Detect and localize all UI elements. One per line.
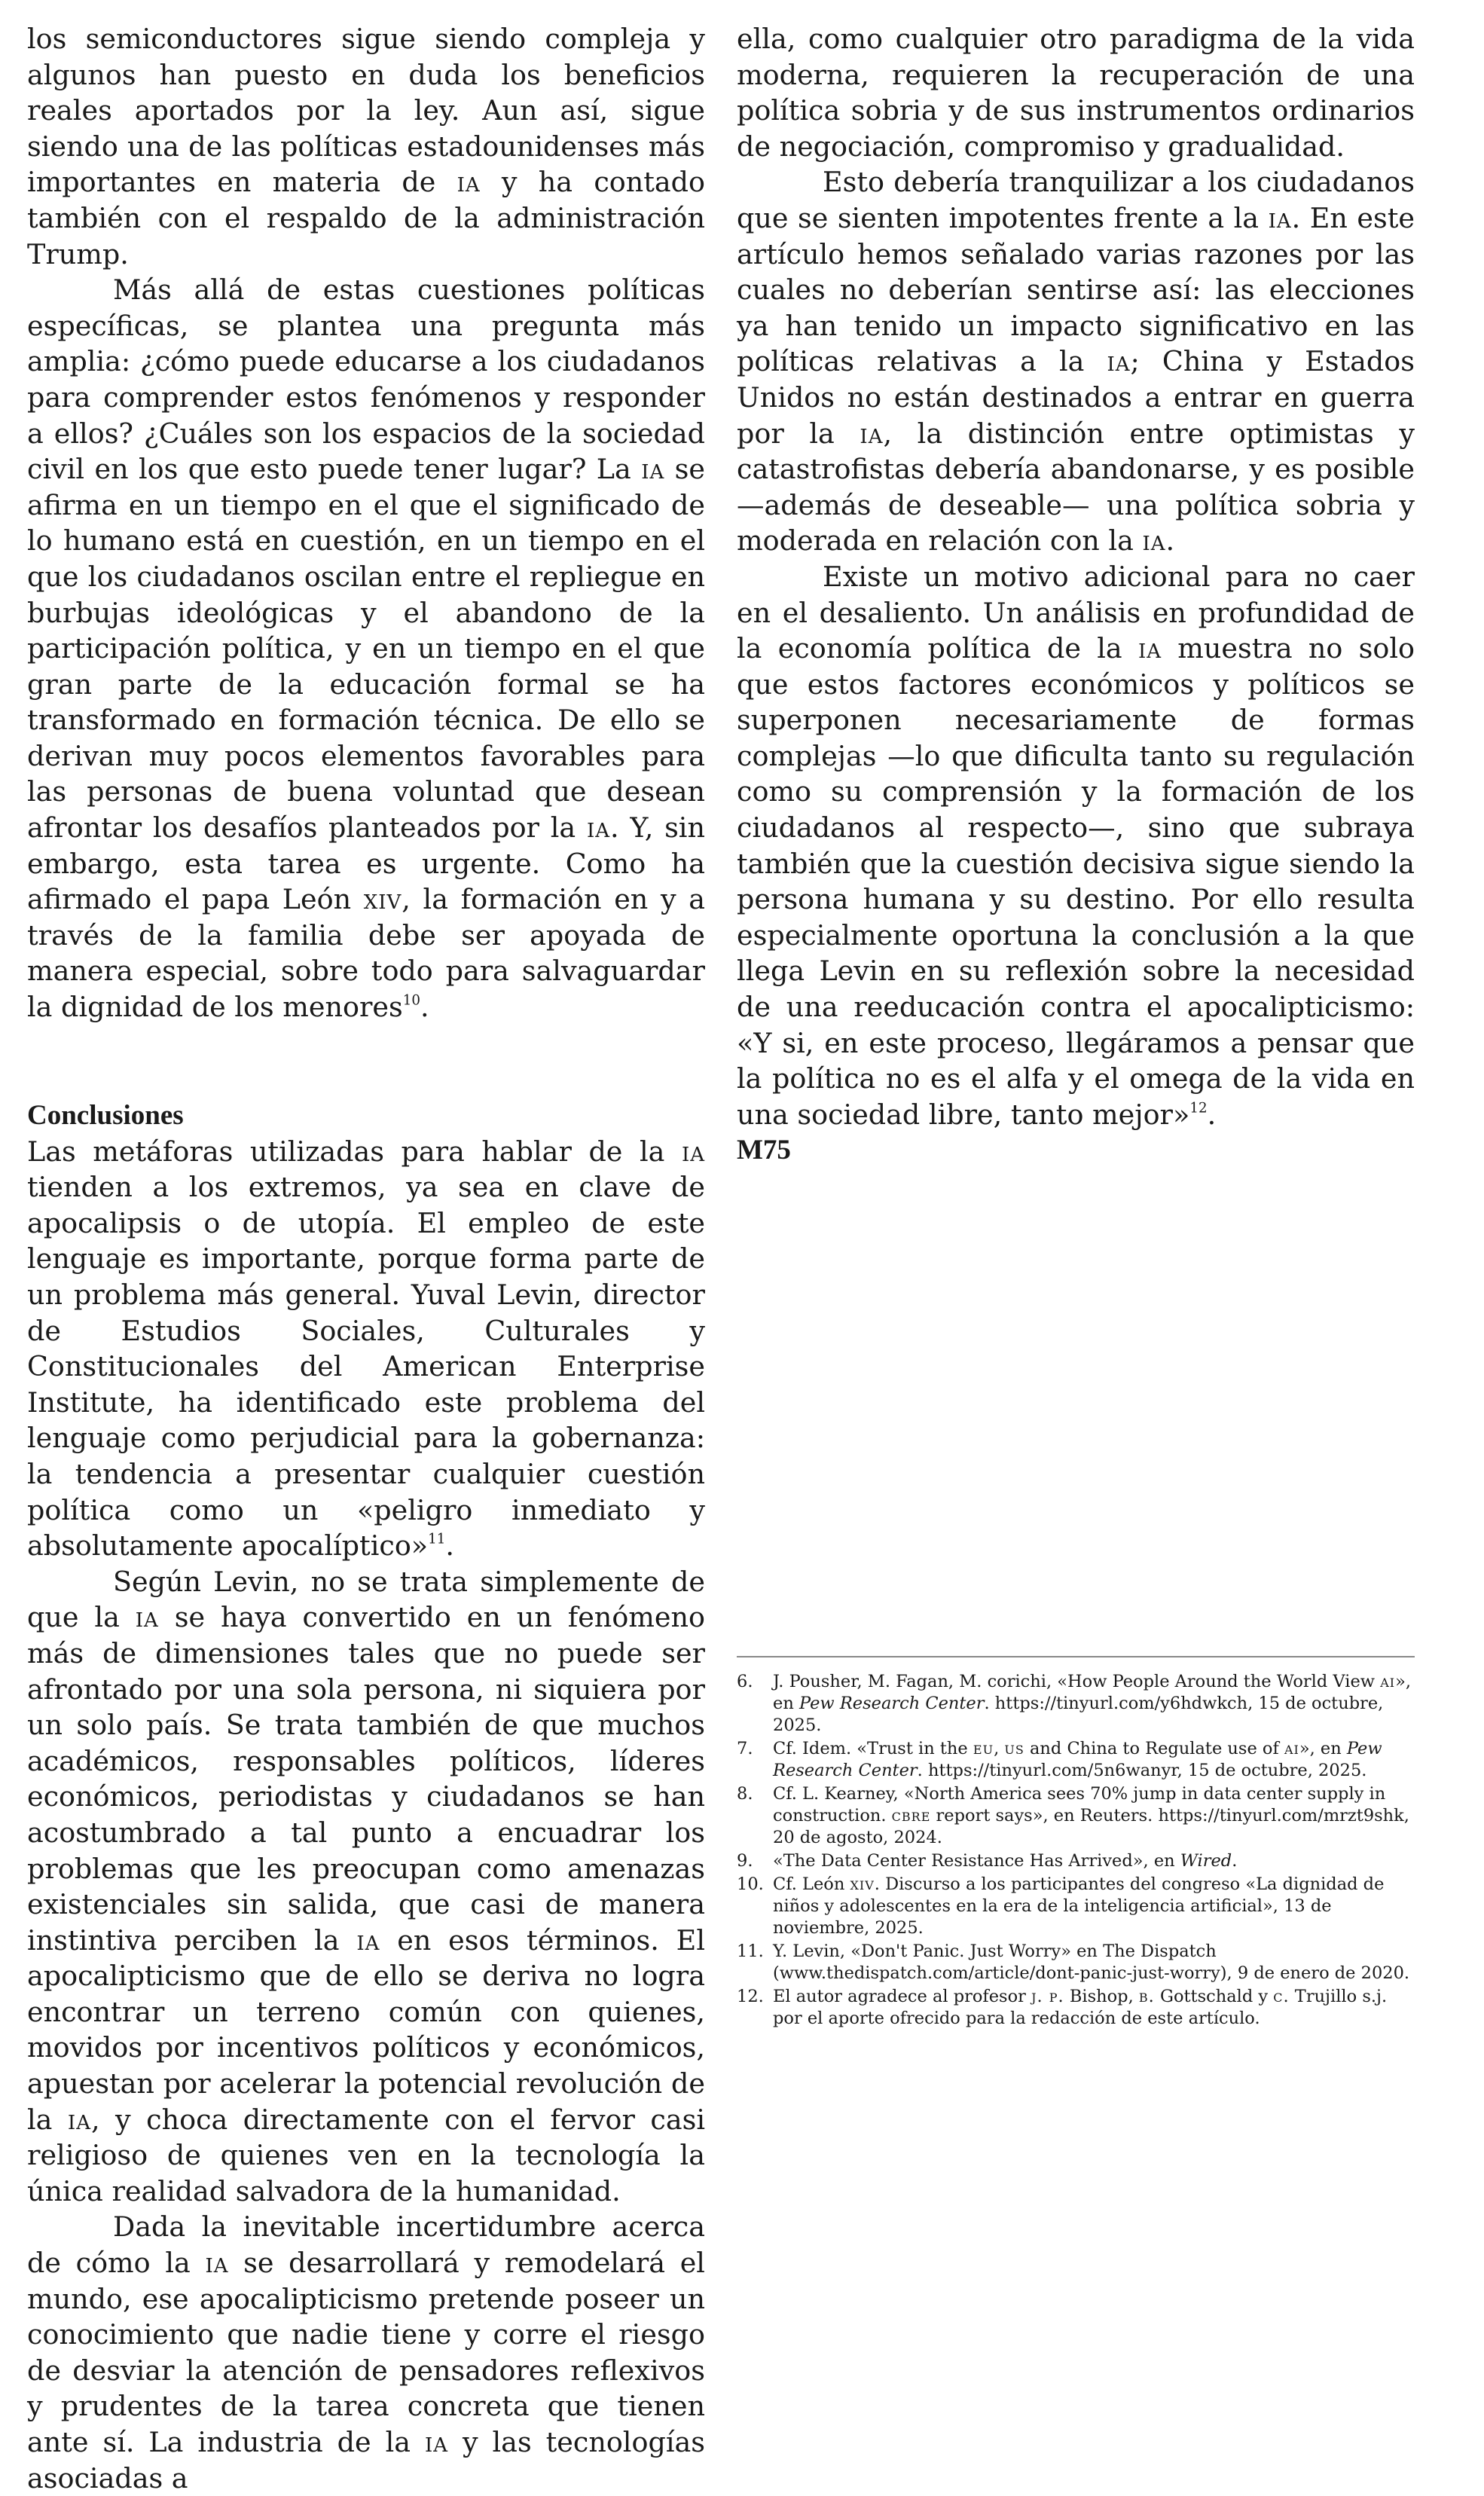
source-title: Pew Research Center [798,1694,985,1713]
abbr: ai [1284,1739,1299,1758]
text-span: en esos términos. El apocalipticismo que de ello se deriva no logra encontrar un terreno común con quienes, movidos por incentivos políticos y económicos, apuestan por acelerar la potencial revolución de la [27,1923,705,2136]
text-span: . [1207,1098,1217,1131]
text-span: , y choca directamente con el fervor casi religioso de quienes ven en la tecnología la única realidad salvadora de la humanidad. [27,2103,705,2207]
text-span: , la distinción entre optimistas y catastrofistas debería abandonarse, y es posible —además de deseable— una política sobria y moderada en relación con la [737,417,1415,558]
footnote-10 [737,1874,1415,1939]
footnote-12 [737,1986,1415,2030]
footnote-11 [737,1941,1415,1984]
text-span: Existe un motivo adicional para no caer en el desaliento. Un análisis en profundidad de la economía política de la [737,560,1415,665]
text-span: . En este artículo hemos señalado varias razones por las cuales no deberían sentirse así: las elecciones ya han tenido un impacto significativo en las políticas relativas a la [737,201,1415,378]
text-span: «The Data Center Resistance Has Arrived», en [773,1851,1180,1871]
paragraph-semiconductors [27,21,705,272]
footnote-8 [737,1783,1415,1849]
footnote-text [773,1874,1415,1939]
abbr-ia: ia [1268,201,1292,234]
text-span: . [445,1529,454,1563]
text-span: ella, como cualquier otro paradigma de la vida moderna, requieren la recuperación de una política sobria y de sus instrumentos ordinarios de negociación, compromiso y gradualidad. [737,23,1415,163]
text-span: Trujillo s.j. por el aporte ofrecido para la redacción de este artículo. [773,1987,1388,2028]
footnote-9 [737,1850,1415,1872]
abbr-ia: ia [1137,632,1162,665]
footnote-text [773,1941,1415,1984]
text-span: , [994,1739,1005,1758]
text-span: y ha contado también con el respaldo de la administración Trump. [27,166,706,270]
text-span: Según Levin, no se trata simplemente de que la [27,1565,705,1634]
text-span: . [1165,524,1175,558]
footnote-number: 11. [737,1942,764,1961]
abbr-ia: ia [456,166,481,199]
text-span: Dada la inevitable incertidumbre acerca de cómo la [27,2210,705,2280]
text-span: . Y, sin embargo, esta tarea es urgente. Como ha afirmado el papa León [27,811,705,916]
left-column [27,21,705,2496]
text-span: Cf. L. Kearney, «North America sees 70% jump in data center supply in construction. [773,1784,1386,1825]
footnote-text [773,1738,1415,1782]
text-span: Más allá de estas cuestiones políticas específicas, se plantea una pregunta más amplia: ¿cómo puede educarse a los ciudadanos para comprender estos fenómenos y responder a ellos? ¿Cuáles son los espacios de la sociedad civil en los que esto puede tener lugar? La [27,273,705,486]
paragraph-uncertainty [27,2209,705,2496]
section-spacer [27,1025,705,1098]
text-span: », en [1299,1739,1347,1758]
text-span: Bishop, [1064,1987,1139,2006]
footnote-ref-10[interactable]: 10 [402,992,420,1009]
footnote-ref-12[interactable]: 12 [1189,1100,1208,1117]
abbr-ia: ia [641,453,665,486]
footnote-link-text[interactable]: . https://tinyurl.com/y6hdwkch, 15 de octubre, 2025. [773,1694,1384,1735]
abbr: cbre [891,1806,931,1825]
abbr-ia: ia [860,417,884,450]
text-span: Las metáforas utilizadas para hablar de la [27,1135,682,1168]
text-span: », en [773,1672,1411,1713]
text-span: los semiconductores sigue siendo compleja y algunos han puesto en duda los beneficios reales aportados por la ley. Aun así, sigue siendo una de las políticas estadounidenses más importantes en materia de [27,23,705,199]
right-column [737,21,1415,1169]
text-span: y las tecnologías asociadas a [27,2426,705,2494]
end-signature: M75 [737,1135,791,1166]
paragraph-modern-life [737,21,1415,164]
footnote-text [773,1986,1415,2030]
paragraph-reassurance [737,164,1415,559]
paragraph-metaphors [27,1134,705,1564]
paragraph-additional-motive [737,559,1415,1133]
text-span: muestra no solo que estos factores económicos y políticos se superponen necesariamente de formas complejas —lo que dificulta tanto su regulación como su comprensión y la formación de los ciudadanos al respecto—, sino que subraya también que la cuestión decisiva sigue siendo la persona humana y su destino. Por ello resulta especialmente oportuna la conclusión a la que llega Levin en su reflexión sobre la necesidad de una reeducación contra el apocalipticismo: «Y si, en este proceso, llegáramos a pensar que la política no es el alfa y el omega de la vida en una sociedad libre, tanto mejor» [737,632,1415,1131]
footnote-6 [737,1671,1415,1737]
abbr-ia: ia [424,2426,448,2458]
footnote-link-text[interactable]: Y. Levin, «Don't Panic. Just Worry» en The Dispatch (www.thedispatch.com/article/dont-panic-just-worry), 9 de enero de 2020. [773,1942,1410,1983]
abbr: us [1004,1739,1024,1758]
footnotes-divider [737,1656,1415,1657]
footnote-link-text[interactable]: report says», en Reuters. https://tinyurl.com/mrzt9shk, 20 de agosto, 2024. [773,1806,1409,1847]
text-span: tienden a los extremos, ya sea en clave de apocalipsis o de utopía. El empleo de este lenguaje es importante, porque forma parte de un problema más general. Yuval Levin, director de Estudios Sociales, Culturales y Constitucionales del American Enterprise Institute, ha identificado este problema del lenguaje como perjudicial para la gobernanza: la tendencia a presentar cualquier cuestión política como un «peligro inmediato y absolutamente apocalíptico» [27,1171,705,1563]
text-span: , la formación en y a través de la familia debe ser apoyada de manera especial, sobre todo para salvaguardar la dignidad de los menores [27,883,705,1024]
text-span: Cf. Idem. «Trust in the [773,1739,973,1758]
roman-numeral: xiv [363,883,402,916]
footnote-7 [737,1738,1415,1782]
footnote-text [773,1671,1415,1737]
text-span: Cf. León [773,1874,850,1894]
abbr: eu [973,1739,994,1758]
footnotes-list [737,1671,1415,2031]
abbr-ia: ia [356,1923,380,1957]
footnote-text [773,1850,1415,1872]
footnote-link-text[interactable]: . https://tinyurl.com/5n6wanyr, 15 de octubre, 2025. [917,1761,1367,1780]
abbr-ia: ia [1142,524,1166,558]
footnote-number: 12. [737,1987,764,2006]
paragraph-levin [27,1564,705,2210]
text-span: ; China y Estados Unidos no están destinados a entrar en guerra por la [737,345,1415,450]
footnote-ref-11[interactable]: 11 [428,1531,446,1547]
text-span: El autor agradece al profesor [773,1987,1032,2006]
text-span: Gottschald y [1154,1987,1274,2006]
footnote-number: 9. [737,1851,753,1871]
footnote-number: 6. [737,1672,753,1691]
source-title: Wired [1180,1851,1232,1871]
text-span: J. Pousher, M. Fagan, M. corichi, «How People Around the World View [773,1672,1381,1691]
paragraph-education [27,272,705,1025]
abbr-ia: ia [205,2247,229,2280]
text-span: se afirma en un tiempo en el que el significado de lo humano está en cuestión, en un tiempo en el que los ciudadanos oscilan entre el repliegue en burbujas ideológicas y el abandono de la participación política, y en un tiempo en el que gran parte de la educación formal se ha transformado en formación técnica. De ello se derivan muy pocos elementos favorables para las personas de buena voluntad que desean afrontar los desafíos planteados por la [27,453,705,845]
text-span: se haya convertido en un fenómeno más de dimensiones tales que no puede ser afrontado por una sola persona, ni siquiera por un solo país. Se trata también de que muchos académicos, responsables políticos, líderes económicos, periodistas y ciudadanos se han acostumbrado a tal punto a encuadrar los problemas que les preocupan como amenazas existenciales sin salida, que casi de manera instintiva perciben la [27,1601,705,1957]
abbr: ai [1380,1672,1396,1691]
footnote-number: 10. [737,1874,764,1894]
section-heading-conclusiones: Conclusiones [27,1099,184,1131]
roman-numeral: xiv [850,1874,875,1894]
text-span: Esto debería tranquilizar a los ciudadanos que se sienten impotentes frente a la [737,166,1415,234]
text-span: . [1232,1851,1238,1871]
text-span: se desarrollará y remodelará el mundo, ese apocalipticismo pretende poseer un conocimiento que nadie tiene y corre el riesgo de desviar la atención de pensadores reflexivos y prudentes de la tarea concreta que tienen ante sí. La industria de la [27,2247,705,2458]
abbr-ia: ia [1107,345,1131,378]
initials: b. [1138,1987,1155,2006]
abbr-ia: ia [681,1135,705,1168]
abbr-ia: ia [586,811,610,845]
footnote-number: 8. [737,1784,753,1804]
abbr-ia: ia [67,2103,91,2136]
initials: j. p. [1031,1987,1064,2006]
text-span: . [420,991,429,1024]
initials: c. [1273,1987,1290,2006]
footnote-text [773,1783,1415,1849]
text-span: and China to Regulate use of [1024,1739,1284,1758]
text-span: . Discurso a los participantes del congreso «La dignidad de niños y adolescentes en la era de la inteligencia artificial», 13 de noviembre, 2025. [773,1874,1385,1938]
source-title: Pew Research Center [773,1739,1382,1780]
footnote-number: 7. [737,1739,753,1758]
abbr-ia: ia [135,1601,159,1634]
